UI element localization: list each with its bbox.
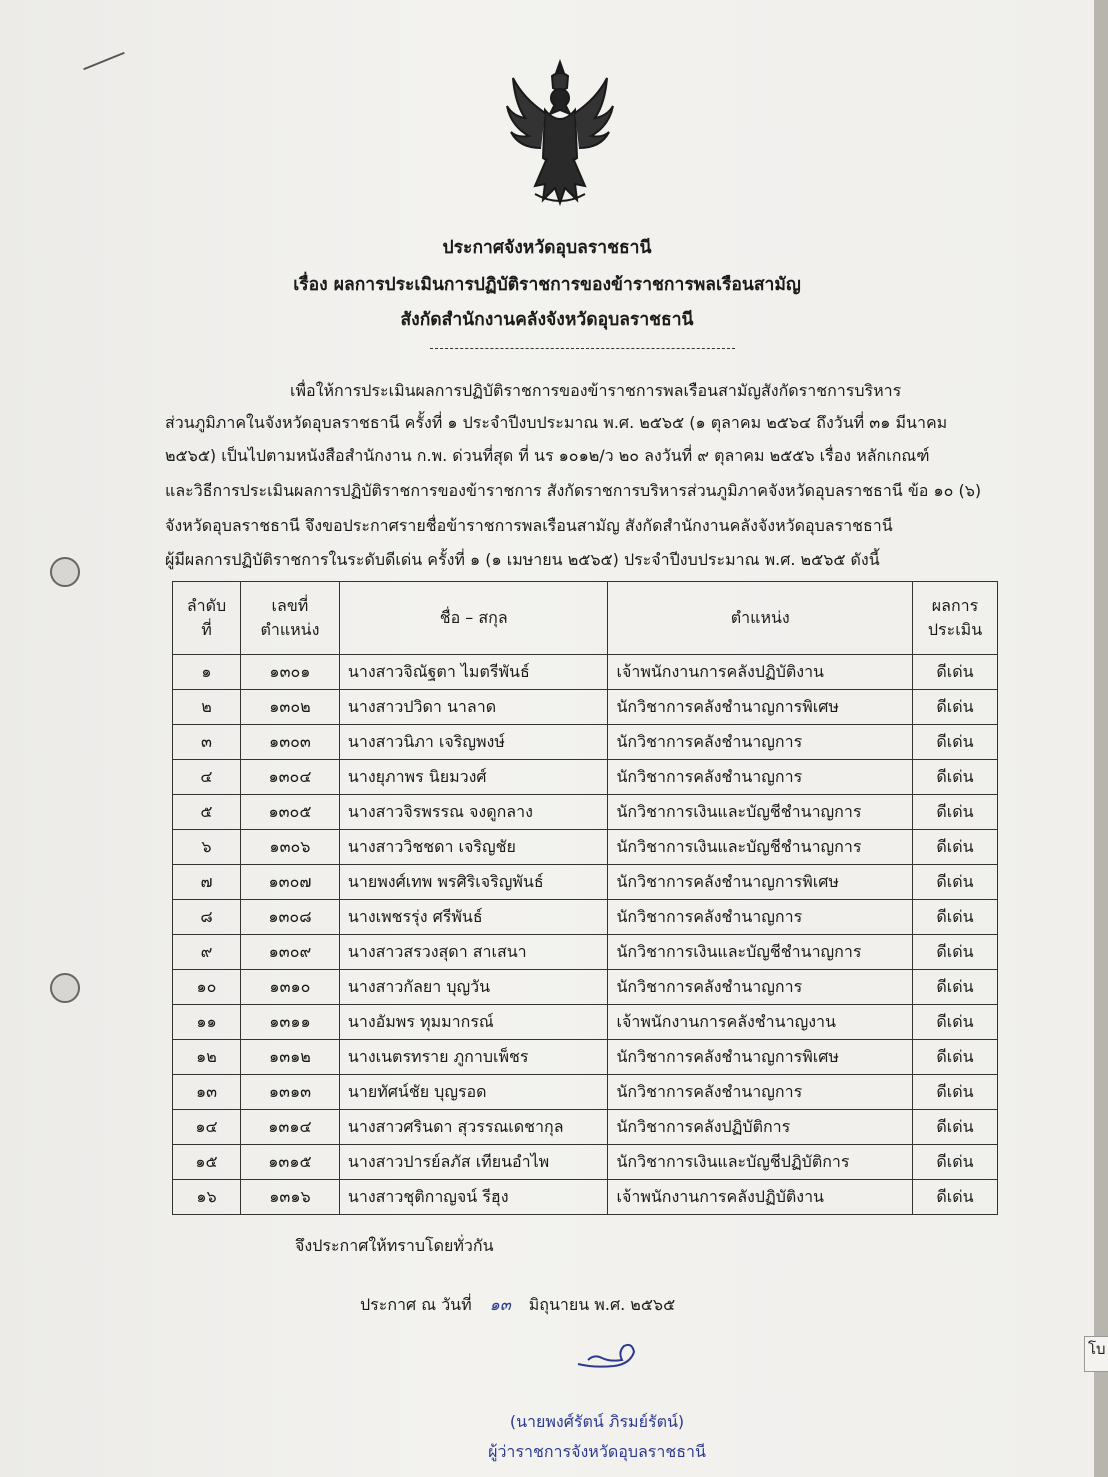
cell-title: นักวิชาการคลังชำนาญการ	[608, 1075, 913, 1110]
cell-title: นักวิชาการคลังปฏิบัติการ	[608, 1110, 913, 1145]
table-row	[173, 725, 998, 760]
date-prefix: ประกาศ ณ วันที่	[360, 1295, 472, 1314]
table-row	[173, 1180, 998, 1215]
cell-order: ๑๐	[173, 970, 241, 1005]
cell-name: นางสาวกัลยา บุญวัน	[339, 970, 608, 1005]
body-paragraph-line: และวิธีการประเมินผลการปฏิบัติราชการของข้าราชการ สังกัดราชการบริหารส่วนภูมิภาคจังหวัดอุบลราชธานี ข้อ ๑๐ (๖)	[165, 481, 982, 500]
cell-position-number: ๑๓๑๐	[240, 970, 339, 1005]
cell-order: ๕	[173, 795, 241, 830]
cell-name: นางสาวนิภา เจริญพงษ์	[339, 725, 608, 760]
title-separator	[430, 348, 735, 350]
announcement-date	[360, 1293, 675, 1318]
cell-position-number: ๑๓๐๔	[240, 760, 339, 795]
cell-name: นางสาววิชชดา เจริญชัย	[339, 830, 608, 865]
header-title: ตำแหน่ง	[608, 582, 913, 655]
cell-name: นายพงศ์เทพ พรศิริเจริญพันธ์	[339, 865, 608, 900]
table-row	[173, 900, 998, 935]
cell-name: นางอัมพร ทุมมากรณ์	[339, 1005, 608, 1040]
table-header-row	[173, 582, 998, 655]
cell-position-number: ๑๓๑๒	[240, 1040, 339, 1075]
garuda-emblem-icon	[505, 58, 615, 208]
punch-hole	[50, 557, 80, 587]
pen-mark	[83, 52, 125, 70]
closing-statement: จึงประกาศให้ทราบโดยทั่วกัน	[295, 1236, 494, 1255]
cell-name: นางสาวปวิดา นาลาด	[339, 690, 608, 725]
body-paragraph-line: ๒๕๖๕) เป็นไปตามหนังสือสำนักงาน ก.พ. ด่วนที่สุด ที่ นร ๑๐๑๒/ว ๒๐ ลงวันที่ ๙ ตุลาคม ๒๕๕๖ เรื่อง หลักเกณฑ์	[165, 446, 930, 465]
cell-order: ๑๒	[173, 1040, 241, 1075]
table-row	[173, 1145, 998, 1180]
body-paragraph-line: เพื่อให้การประเมินผลการปฏิบัติราชการของข้าราชการพลเรือนสามัญสังกัดราชการบริหาร	[290, 381, 902, 400]
header-name: ชื่อ – สกุล	[339, 582, 608, 655]
results-table	[172, 581, 998, 1215]
date-suffix: มิถุนายน พ.ศ. ๒๕๖๕	[528, 1295, 676, 1314]
cell-position-number: ๑๓๑๖	[240, 1180, 339, 1215]
cell-position-number: ๑๓๐๙	[240, 935, 339, 970]
cell-position-number: ๑๓๑๑	[240, 1005, 339, 1040]
cell-name: นางสาวชุติกาญจน์ รีฮุง	[339, 1180, 608, 1215]
table-row	[173, 655, 998, 690]
cell-position-number: ๑๓๐๕	[240, 795, 339, 830]
cell-title: เจ้าพนักงานการคลังชำนาญงาน	[608, 1005, 913, 1040]
table-row	[173, 690, 998, 725]
cell-name: นางเนตรทราย ภูกาบเพ็ชร	[339, 1040, 608, 1075]
cell-title: เจ้าพนักงานการคลังปฏิบัติงาน	[608, 1180, 913, 1215]
cell-result: ดีเด่น	[913, 900, 998, 935]
cell-result: ดีเด่น	[913, 1075, 998, 1110]
cell-order: ๗	[173, 865, 241, 900]
cell-title: นักวิชาการคลังชำนาญการพิเศษ	[608, 865, 913, 900]
table-row	[173, 1005, 998, 1040]
cell-result: ดีเด่น	[913, 1110, 998, 1145]
cell-order: ๑๓	[173, 1075, 241, 1110]
cell-order: ๘	[173, 900, 241, 935]
cell-order: ๙	[173, 935, 241, 970]
adjacent-page-fragment: โบ	[1088, 1340, 1106, 1358]
cell-result: ดีเด่น	[913, 1180, 998, 1215]
table-row	[173, 1110, 998, 1145]
body-paragraph-line: ส่วนภูมิภาคในจังหวัดอุบลราชธานี ครั้งที่ ๑ ประจำปีงบประมาณ พ.ศ. ๒๕๖๕ (๑ ตุลาคม ๒๕๖๔ ถึงวันที่ ๓๑ มีนาคม	[165, 413, 948, 432]
signer-title: ผู้ว่าราชการจังหวัดอุบลราชธานี	[488, 1442, 706, 1461]
cell-result: ดีเด่น	[913, 795, 998, 830]
table-row	[173, 795, 998, 830]
cell-title: นักวิชาการคลังชำนาญการพิเศษ	[608, 690, 913, 725]
cell-result: ดีเด่น	[913, 970, 998, 1005]
cell-result: ดีเด่น	[913, 1040, 998, 1075]
header-result	[913, 582, 998, 655]
table-row	[173, 970, 998, 1005]
cell-name: นางสาวศรินดา สุวรรณเดชากุล	[339, 1110, 608, 1145]
header-position-number	[240, 582, 339, 655]
cell-title: นักวิชาการเงินและบัญชีชำนาญการ	[608, 830, 913, 865]
cell-result: ดีเด่น	[913, 690, 998, 725]
cell-position-number: ๑๓๐๓	[240, 725, 339, 760]
table-row	[173, 1075, 998, 1110]
cell-name: นางสาวปารย์ลภัส เทียนอำไพ	[339, 1145, 608, 1180]
table-row	[173, 760, 998, 795]
cell-order: ๑๑	[173, 1005, 241, 1040]
cell-position-number: ๑๓๐๗	[240, 865, 339, 900]
announcement-subject: เรื่อง ผลการประเมินการปฏิบัติราชการของข้าราชการพลเรือนสามัญ	[293, 275, 801, 295]
punch-hole	[50, 973, 80, 1003]
table-row	[173, 1040, 998, 1075]
header-result-line2: ประเมิน	[927, 620, 983, 639]
announcement-title: ประกาศจังหวัดอุบลราชธานี	[442, 238, 652, 258]
cell-name: นางสาวจิณัฐตา ไมตรีพันธ์	[339, 655, 608, 690]
cell-title: นักวิชาการคลังชำนาญการ	[608, 760, 913, 795]
cell-result: ดีเด่น	[913, 725, 998, 760]
cell-order: ๔	[173, 760, 241, 795]
cell-name: นางเพชรรุ่ง ศรีพันธ์	[339, 900, 608, 935]
cell-name: นางยุภาพร นิยมวงศ์	[339, 760, 608, 795]
cell-order: ๓	[173, 725, 241, 760]
cell-result: ดีเด่น	[913, 935, 998, 970]
cell-order: ๒	[173, 690, 241, 725]
header-order	[173, 582, 241, 655]
cell-title: นักวิชาการเงินและบัญชีปฏิบัติการ	[608, 1145, 913, 1180]
cell-title: นักวิชาการเงินและบัญชีชำนาญการ	[608, 935, 913, 970]
cell-name: นางสาวสรวงสุดา สาเสนา	[339, 935, 608, 970]
cell-result: ดีเด่น	[913, 865, 998, 900]
table-row	[173, 935, 998, 970]
cell-position-number: ๑๓๑๕	[240, 1145, 339, 1180]
table-row	[173, 865, 998, 900]
header-position-line1: เลขที่	[271, 596, 309, 615]
cell-result: ดีเด่น	[913, 830, 998, 865]
cell-position-number: ๑๓๐๒	[240, 690, 339, 725]
cell-position-number: ๑๓๑๔	[240, 1110, 339, 1145]
background-edge	[1094, 0, 1108, 1477]
header-result-line1: ผลการ	[931, 596, 979, 615]
cell-result: ดีเด่น	[913, 655, 998, 690]
table-body	[173, 655, 998, 1215]
cell-order: ๑	[173, 655, 241, 690]
cell-result: ดีเด่น	[913, 760, 998, 795]
body-paragraph-line: ผู้มีผลการปฏิบัติราชการในระดับดีเด่น ครั้งที่ ๑ (๑ เมษายน ๒๕๖๕) ประจำปีงบประมาณ พ.ศ. ๒๕๖๕ ดังนี้	[165, 550, 880, 569]
cell-position-number: ๑๓๑๓	[240, 1075, 339, 1110]
cell-order: ๑๔	[173, 1110, 241, 1145]
cell-position-number: ๑๓๐๖	[240, 830, 339, 865]
signer-name: (นายพงศ์รัตน์ ภิรมย์รัตน์)	[509, 1412, 685, 1431]
cell-order: ๑๕	[173, 1145, 241, 1180]
cell-position-number: ๑๓๐๑	[240, 655, 339, 690]
cell-result: ดีเด่น	[913, 1145, 998, 1180]
cell-title: นักวิชาการคลังชำนาญการ	[608, 725, 913, 760]
cell-name: นางสาวจิรพรรณ จงดูกลาง	[339, 795, 608, 830]
announcement-affiliation: สังกัดสำนักงานคลังจังหวัดอุบลราชธานี	[400, 310, 694, 330]
header-position-line2: ตำแหน่ง	[260, 620, 320, 639]
header-order-line2: ที่	[201, 620, 212, 639]
date-day: ๑๓	[489, 1295, 511, 1314]
cell-title: นักวิชาการคลังชำนาญการ	[608, 900, 913, 935]
table-row	[173, 830, 998, 865]
body-paragraph-line: จังหวัดอุบลราชธานี จึงขอประกาศรายชื่อข้าราชการพลเรือนสามัญ สังกัดสำนักงานคลังจังหวัดอุบลราชธานี	[165, 516, 893, 535]
cell-title: นักวิชาการเงินและบัญชีชำนาญการ	[608, 795, 913, 830]
cell-order: ๑๖	[173, 1180, 241, 1215]
cell-result: ดีเด่น	[913, 1005, 998, 1040]
cell-order: ๖	[173, 830, 241, 865]
cell-title: นักวิชาการคลังชำนาญการพิเศษ	[608, 1040, 913, 1075]
adjacent-page-tab	[1084, 1336, 1108, 1372]
header-order-line1: ลำดับ	[186, 596, 227, 615]
cell-name: นายทัศน์ชัย บุญรอด	[339, 1075, 608, 1110]
cell-position-number: ๑๓๐๘	[240, 900, 339, 935]
signature-icon	[574, 1338, 638, 1372]
cell-title: นักวิชาการคลังชำนาญการ	[608, 970, 913, 1005]
cell-title: เจ้าพนักงานการคลังปฏิบัติงาน	[608, 655, 913, 690]
